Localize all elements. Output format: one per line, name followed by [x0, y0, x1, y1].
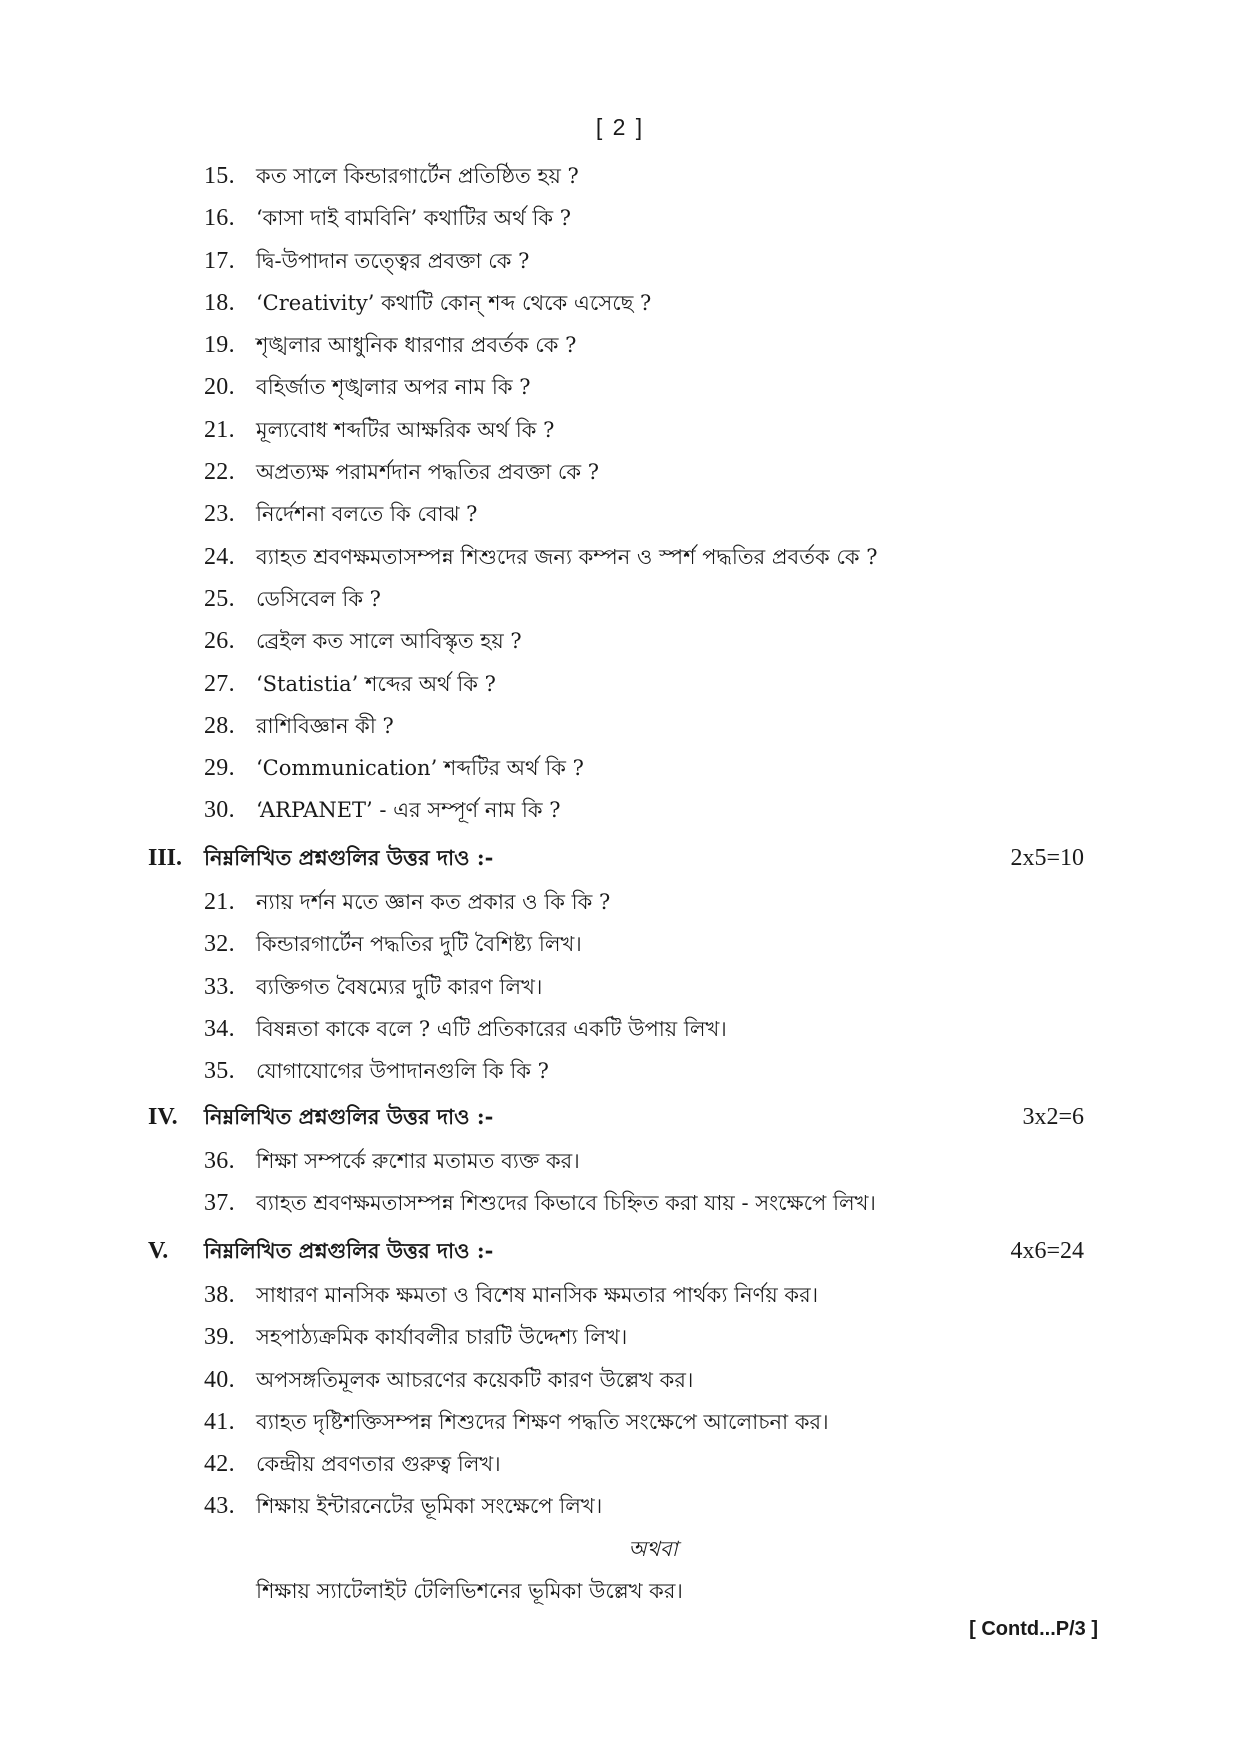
question-item: [0, 1008, 1240, 1050]
question-item: [0, 1359, 1240, 1401]
alternative-question-text: শিক্ষায় স্যাটেলাইট টেলিভিশনের ভূমিকা উল্লেখ কর।: [256, 1578, 683, 1603]
question-text: মূল্যবোধ শব্দটির আক্ষরিক অর্থ কি ?: [256, 417, 555, 442]
continued-note: [ Contd...P/3 ]: [969, 1618, 1098, 1640]
question-item: [0, 1274, 1240, 1316]
question-text: শৃঙ্খলার আধুনিক ধারণার প্রবর্তক কে ?: [256, 333, 577, 358]
question-text: ব্যাহত শ্রবণক্ষমতাসম্পন্ন শিশুদের জন্য কম্পন ও স্পর্শ পদ্ধতির প্রবর্তক কে ?: [256, 544, 878, 569]
question-text: বহির্জাত শৃঙ্খলার অপর নাম কি ?: [256, 375, 531, 400]
section-header: [0, 1228, 1240, 1274]
question-item: [0, 1050, 1240, 1092]
question-number: 20.: [204, 374, 235, 401]
section-iv: [0, 1094, 1240, 1225]
question-number: 17.: [204, 247, 235, 274]
question-item: [0, 536, 1240, 578]
question-item: [0, 324, 1240, 366]
question-item: [0, 620, 1240, 662]
question-item: [0, 1443, 1240, 1485]
question-text: সাধারণ মানসিক ক্ষমতা ও বিশেষ মানসিক ক্ষমতার পার্থক্য নির্ণয় কর।: [256, 1283, 819, 1307]
section-title: নিম্নলিখিত প্রশ্নগুলির উত্তর দাও :-: [204, 1104, 494, 1129]
question-text: ব্যক্তিগত বৈষম্যের দুটি কারণ লিখ।: [256, 974, 543, 999]
question-number: 36.: [204, 1148, 235, 1174]
question-item: [0, 578, 1240, 620]
page-number: [ 2 ]: [595, 114, 645, 140]
question-item: [0, 493, 1240, 535]
section-header: [0, 1094, 1240, 1140]
question-number: 42.: [204, 1451, 235, 1478]
alternative-question: [0, 1570, 1240, 1612]
question-number: 41.: [204, 1408, 235, 1435]
question-text: সহপাঠ্যক্রমিক কার্যাবলীর চারটি উদ্দেশ্য লিখ।: [256, 1325, 628, 1350]
question-number: 15.: [204, 163, 235, 189]
question-item: [0, 663, 1240, 705]
question-text: নির্দেশনা বলতে কি বোঝ ?: [256, 502, 478, 527]
question-item: [0, 966, 1240, 1008]
question-number: 35.: [204, 1058, 235, 1085]
question-number: 29.: [204, 755, 235, 782]
question-text: ‘কাসা দাই বামবিনি’ কথাটির অর্থ কি ?: [256, 206, 571, 231]
section-header: [0, 835, 1240, 881]
section-marks: 2x5=10: [1010, 845, 1084, 871]
question-text: শিক্ষা সম্পর্কে রুশোর মতামত ব্যক্ত কর।: [256, 1149, 580, 1173]
question-text: যোগাযোগের উপাদানগুলি কি কি ?: [256, 1059, 549, 1084]
question-number: 18.: [204, 289, 235, 316]
question-text: ‘Communication’ শব্দটির অর্থ কি ?: [256, 756, 584, 781]
question-number: 21.: [204, 889, 235, 915]
question-text: কত সালে কিন্ডারগার্টেন প্রতিষ্ঠিত হয় ?: [256, 164, 579, 188]
question-text: ডেসিবেল কি ?: [256, 586, 381, 611]
question-text: ন্যায় দর্শন মতে জ্ঞান কত প্রকার ও কি কি ?: [256, 890, 611, 914]
question-number: 43.: [204, 1493, 235, 1520]
question-text: কেন্দ্রীয় প্রবণতার গুরুত্ব লিখ।: [256, 1452, 501, 1477]
question-number: 27.: [204, 670, 235, 697]
section-title: নিম্নলিখিত প্রশ্নগুলির উত্তর দাও :-: [204, 1238, 494, 1263]
question-item: [0, 366, 1240, 408]
question-number: 34.: [204, 1015, 235, 1042]
question-text: বিষন্নতা কাকে বলে ? এটি প্রতিকারের একটি উপায় লিখ।: [256, 1016, 727, 1041]
question-item: [0, 789, 1240, 831]
question-number: 25.: [204, 585, 235, 612]
question-item: [0, 881, 1240, 923]
question-number: 33.: [204, 973, 235, 1000]
question-number: 21.: [204, 416, 235, 443]
question-number: 40.: [204, 1366, 235, 1393]
question-text: ‘Creativity’ কথাটি কোন্ শব্দ থেকে এসেছে ?: [256, 290, 652, 315]
section-numeral: III.: [148, 845, 183, 871]
question-number: 24.: [204, 543, 235, 570]
question-item: [0, 409, 1240, 451]
question-number: 30.: [204, 797, 235, 824]
question-item: [0, 451, 1240, 493]
question-text: রাশিবিজ্ঞান কী ?: [256, 713, 394, 738]
section-numeral: IV.: [148, 1104, 178, 1130]
question-item: [0, 1182, 1240, 1224]
question-item: [0, 705, 1240, 747]
question-item: [0, 923, 1240, 965]
question-item: [0, 747, 1240, 789]
question-number: 32.: [204, 931, 235, 958]
question-text: অপ্রত্যক্ষ পরামর্শদান পদ্ধতির প্রবক্তা কে ?: [256, 460, 600, 485]
question-list-part-ii: [0, 155, 1240, 832]
question-item: [0, 1140, 1240, 1182]
question-text: ব্রেইল কত সালে আবিস্কৃত হয় ?: [256, 629, 522, 654]
question-text: ব্যাহত শ্রবণক্ষমতাসম্পন্ন শিশুদের কিভাবে চিহ্নিত করা যায় - সংক্ষেপে লিখ।: [256, 1191, 876, 1216]
question-number: 23.: [204, 501, 235, 528]
question-item: [0, 282, 1240, 324]
question-text: ‘Statistia’ শব্দের অর্থ কি ?: [256, 671, 496, 696]
question-number: 16.: [204, 205, 235, 232]
question-item: [0, 240, 1240, 282]
question-item: [0, 1401, 1240, 1443]
section-numeral: V.: [148, 1238, 169, 1264]
section-marks: 4x6=24: [1010, 1238, 1084, 1264]
section-marks: 3x2=6: [1022, 1104, 1084, 1130]
question-number: 37.: [204, 1190, 235, 1217]
question-text: শিক্ষায় ইন্টারনেটের ভূমিকা সংক্ষেপে লিখ।: [256, 1494, 603, 1519]
question-number: 38.: [204, 1282, 235, 1308]
question-text: কিন্ডারগার্টেন পদ্ধতির দুটি বৈশিষ্ট্য লিখ।: [256, 932, 582, 957]
question-text: অপসঙ্গতিমূলক আচরণের কয়েকটি কারণ উল্লেখ কর।: [256, 1367, 694, 1392]
question-item: [0, 155, 1240, 197]
question-number: 28.: [204, 712, 235, 739]
question-number: 19.: [204, 332, 235, 359]
question-number: 22.: [204, 459, 235, 486]
question-item: [0, 1485, 1240, 1527]
question-number: 26.: [204, 628, 235, 655]
question-text: ‘ARPANET’ - এর সম্পূর্ণ নাম কি ?: [256, 798, 561, 823]
section-v: [0, 1228, 1240, 1612]
question-number: 39.: [204, 1324, 235, 1351]
section-title: নিম্নলিখিত প্রশ্নগুলির উত্তর দাও :-: [204, 845, 494, 870]
or-separator: অথবা: [628, 1536, 678, 1561]
question-item: [0, 197, 1240, 239]
question-text: দ্বি-উপাদান তত্ত্বের প্রবক্তা কে ?: [256, 248, 530, 273]
question-text: ব্যাহত দৃষ্টিশক্তিসম্পন্ন শিশুদের শিক্ষণ পদ্ধতি সংক্ষেপে আলোচনা কর।: [256, 1409, 829, 1434]
section-iii: [0, 835, 1240, 1092]
question-item: [0, 1316, 1240, 1358]
